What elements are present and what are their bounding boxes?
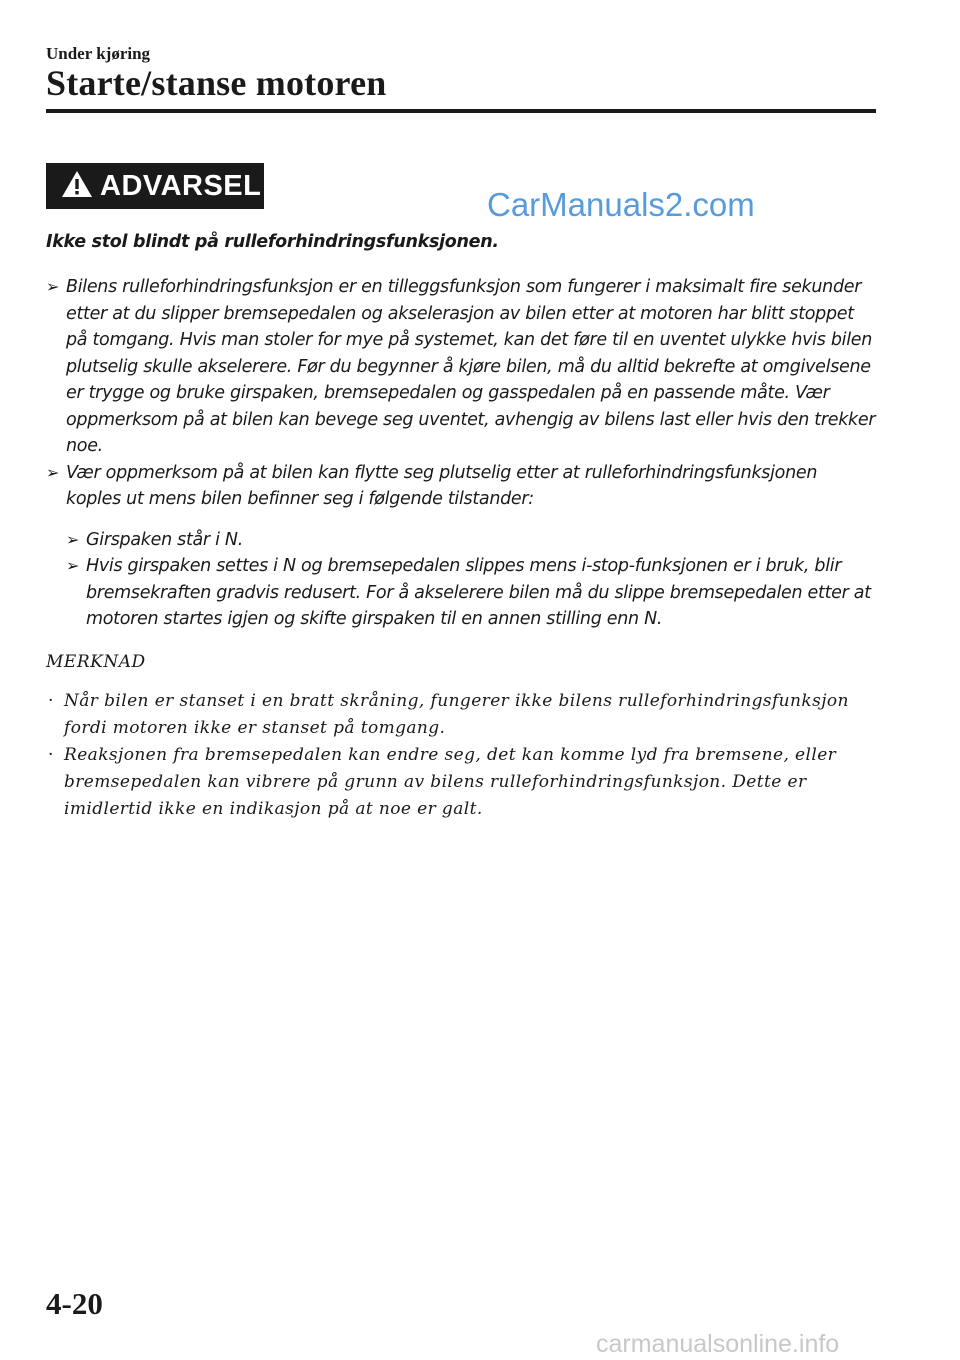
- warning-item: [46, 274, 876, 460]
- warning-heading: Ikke stol blindt på rulleforhindringsfunksjonen.: [46, 232, 499, 252]
- note-list: [46, 688, 876, 823]
- note-heading: MERKNAD: [46, 652, 146, 672]
- arrow-bullet-icon: ➢: [46, 462, 60, 482]
- page-number: 4-20: [46, 1286, 103, 1321]
- warning-badge: [46, 163, 264, 209]
- watermark-carmanuals2[interactable]: CarManuals2.com: [487, 186, 755, 223]
- warning-list: [46, 274, 876, 633]
- warning-sub-item-text: Girspaken står i N.: [86, 529, 243, 550]
- note-item: [46, 742, 876, 823]
- warning-label: ADVARSEL: [100, 169, 262, 202]
- page-title: Starte/stanse motoren: [46, 63, 387, 103]
- arrow-bullet-icon: ➢: [66, 556, 80, 575]
- section-label: Under kjøring: [46, 44, 151, 63]
- dot-bullet-icon: ·: [48, 745, 54, 765]
- arrow-bullet-icon: ➢: [46, 277, 60, 296]
- warning-item: [46, 460, 876, 513]
- watermark-carmanualsonline[interactable]: carmanualsonline.info: [596, 1330, 840, 1358]
- warning-sub-item: [66, 527, 876, 554]
- note-item: [46, 688, 876, 742]
- warning-triangle-icon: [60, 169, 94, 203]
- note-item-text: Reaksjonen fra bremsepedalen kan endre seg, det kan komme lyd fra bremsene, eller bremsepedalen kan vibrere på grunn av bilens rulleforhindringsfunksjon. Dette er imidlertid ikke en indikasjon på at noe er galt.: [64, 745, 837, 819]
- warning-sub-item-text: Hvis girspaken settes i N og bremsepedalen slippes mens i-stop-funksjonen er i bruk, blir bremsekraften gradvis redusert. For å akselerere bilen må du slippe bremsepedalen etter at motoren startes igjen og skifte girspaken til en annen stilling enn N.: [86, 556, 871, 629]
- warning-sub-list: [46, 527, 876, 633]
- title-divider: [46, 109, 876, 113]
- dot-bullet-icon: ·: [48, 691, 54, 711]
- arrow-bullet-icon: ➢: [66, 529, 80, 549]
- warning-sub-item: [66, 553, 876, 633]
- note-item-text: Når bilen er stanset i en bratt skråning, fungerer ikke bilens rulleforhindringsfunksjon fordi motoren ikke er stanset på tomgang.: [64, 691, 849, 738]
- warning-item-text: Bilens rulleforhindringsfunksjon er en tilleggsfunksjon som fungerer i maksimalt fire sekunder etter at du slipper bremsepedalen og akselerasjon av bilen etter at motoren har blitt stoppet på tomgang. Hvis man stoler for mye på systemet, kan det føre til en uventet ulykke hvis bilen plutselig skulle akselerere. Før du begynner å kjøre bilen, må du alltid bekrefte at omgivelsene er trygge og bruke girspaken, bremsepedalen og gasspedalen på en passende måte. Vær oppmerksom på at bilen kan bevege seg uventet, avhengig av bilens last eller hvis den trekker noe.: [66, 277, 876, 456]
- warning-item-text: Vær oppmerksom på at bilen kan flytte seg plutselig etter at rulleforhindringsfunksjonen koples ut mens bilen befinner seg i følgende tilstander:: [66, 462, 818, 509]
